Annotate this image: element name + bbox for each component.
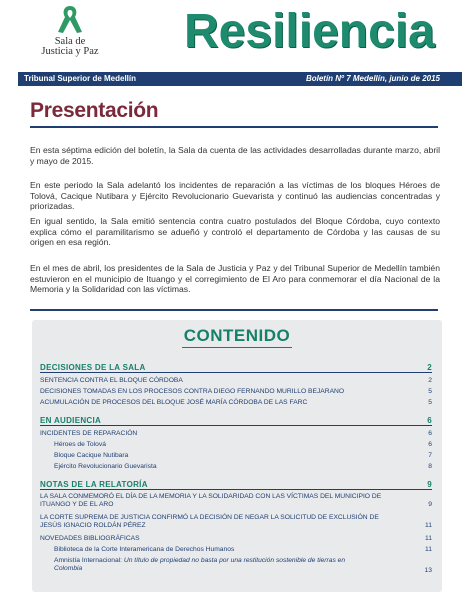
- divider-top: [30, 126, 438, 128]
- toc-entry[interactable]: [54, 463, 432, 471]
- toc-entry[interactable]: [54, 452, 432, 460]
- toc-entry[interactable]: [40, 535, 432, 543]
- header-bar: [18, 72, 462, 86]
- toc-page: 11: [425, 522, 432, 529]
- toc-label: Héroes de Tolová: [54, 441, 106, 448]
- toc-entry[interactable]: [40, 377, 432, 385]
- toc-section-audiencia[interactable]: [40, 417, 432, 426]
- toc-entry[interactable]: [40, 430, 432, 438]
- toc-page: 5: [428, 399, 432, 406]
- logo-line-1: Sala de: [54, 36, 86, 47]
- toc-page: 2: [427, 363, 432, 372]
- toc-label: Bloque Cacique Nutibara: [54, 452, 129, 459]
- toc-page: 6: [428, 441, 432, 448]
- toc-entry[interactable]: [40, 493, 432, 509]
- toc-page: 6: [428, 430, 432, 437]
- paragraph: En esta séptima edición del boletín, la Sala da cuenta de las actividades desarrolladas durante marzo, abril y mayo de 2015.: [30, 145, 440, 166]
- toc-label: Un título de propiedad no basta por una restitución sostenible de tierras en Colombia: [54, 557, 346, 572]
- toc-title: CONTENIDO: [183, 326, 291, 345]
- toc-entry[interactable]: [40, 514, 432, 530]
- sala-logo: [24, 4, 116, 62]
- masthead-title: Resiliencia: [184, 5, 435, 58]
- toc-section-decisiones[interactable]: [40, 364, 432, 373]
- toc-page: 5: [428, 388, 432, 395]
- toc-label: LA SALA CONMEMORÓ EL DÍA DE LA MEMORIA Y LA SOLIDARIDAD CON LAS VÍCTIMAS DEL MUNICIPIO DE ITUANGO Y DE EL ARO: [40, 493, 382, 508]
- toc-entry[interactable]: [40, 388, 432, 396]
- awareness-ribbon-icon: [52, 4, 88, 36]
- toc-page: 2: [428, 377, 432, 384]
- toc-page: 6: [427, 416, 432, 425]
- toc-label: NOTAS DE LA RELATORÍA: [40, 480, 148, 489]
- tribunal-name: Tribunal Superior de Medellín: [24, 74, 137, 83]
- toc-entry[interactable]: [40, 399, 432, 407]
- toc-entry[interactable]: [54, 546, 432, 554]
- paragraph: En el mes de abril, los presidentes de la Sala de Justicia y Paz y del Tribunal Superior de Medellín también estuvieron en el municipio de Ituango y el corregimiento de El Aro para conmemorar el día Nacional de la Memoria y la Solidaridad con las víctimas.: [30, 263, 440, 294]
- table-of-contents: [32, 320, 442, 592]
- toc-label: Ejército Revolucionario Guevarista: [54, 463, 157, 470]
- bulletin-issue: Boletín Nº 7 Medellín, junio de 2015: [305, 74, 440, 83]
- toc-label: DECISIONES DE LA SALA: [40, 363, 146, 372]
- paragraph: En este periodo la Sala adelantó los incidentes de reparación a las víctimas de los bloques Héroes de Tolová, Cacique Nutibara y Ejército Revolucionario Guevarista y continuó las audiencias concentradas y priorizadas.: [30, 180, 440, 211]
- section-title-presentacion: Presentación: [30, 99, 159, 122]
- toc-page: 13: [424, 567, 432, 574]
- toc-section-relatoria[interactable]: [40, 481, 432, 490]
- logo-line-2: Justicia y Paz: [41, 46, 99, 57]
- toc-label: EN AUDIENCIA: [40, 416, 102, 425]
- toc-page: 8: [428, 463, 432, 470]
- toc-label: SENTENCIA CONTRA EL BLOQUE CÓRDOBA: [40, 377, 183, 384]
- toc-label: LA CORTE SUPREMA DE JUSTICIA CONFIRMÓ LA DECISIÓN DE NEGAR LA SOLICITUD DE EXCLUSIÓN DE JESÚS IGNACIO ROLDÁN PÉREZ: [40, 514, 379, 529]
- toc-page: 11: [425, 535, 432, 542]
- toc-label: Biblioteca de la Corte Interamericana de Derechos Humanos: [54, 546, 235, 553]
- toc-title-underline: [182, 347, 292, 348]
- toc-page: 9: [427, 480, 432, 489]
- toc-page: 11: [425, 546, 432, 553]
- toc-entry[interactable]: [54, 441, 432, 449]
- toc-page: 7: [428, 452, 432, 459]
- toc-label: INCIDENTES DE REPARACIÓN: [40, 430, 138, 437]
- toc-label: NOVEDADES BIBLIOGRÁFICAS: [40, 535, 140, 542]
- divider-bottom: [30, 309, 438, 311]
- toc-label: DECISIONES TOMADAS EN LOS PROCESOS CONTRA DIEGO FERNANDO MURILLO BEJARANO: [40, 388, 345, 395]
- toc-label-prefix: Amnistía Internacional:: [54, 557, 123, 564]
- toc-label: ACUMULACIÓN DE PROCESOS DEL BLOQUE JOSÉ MARÍA CÓRDOBA DE LAS FARC: [40, 399, 308, 406]
- toc-page: 9: [428, 501, 432, 508]
- toc-entry[interactable]: [54, 557, 432, 573]
- paragraph: En igual sentido, la Sala emitió sentencia contra cuatro postulados del Bloque Córdoba, cuyo contexto explica cómo el paramilitarismo se adueñó y controló el departamento de Córdoba y las causas de su origen en esa región.: [30, 216, 440, 247]
